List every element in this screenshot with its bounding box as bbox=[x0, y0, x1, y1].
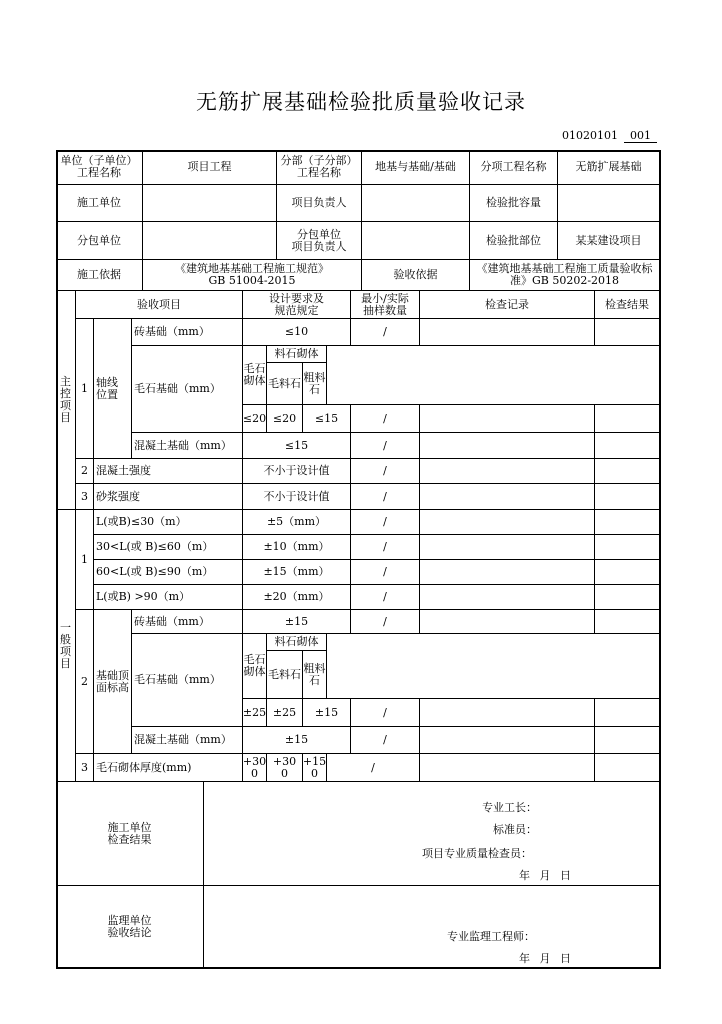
record-code bbox=[562, 129, 657, 143]
gen-stone-record[interactable] bbox=[420, 699, 595, 727]
length-range-4-tolerance: ±20（mm） bbox=[243, 585, 351, 610]
main-rubble-masonry: 毛石 砌体 bbox=[243, 346, 267, 405]
length-range-2-result[interactable] bbox=[595, 535, 660, 560]
construction-basis-value[interactable]: 《建筑地基基础工程施工规范》 GB 51004-2015 bbox=[143, 260, 362, 291]
contractor-value[interactable] bbox=[143, 185, 277, 222]
part-project-value[interactable]: 地基与基础/基础 bbox=[362, 150, 470, 185]
gen-stone-blank bbox=[327, 634, 660, 699]
part-project-label: 分部（子分部） 工程名称 bbox=[277, 150, 362, 185]
unit-project-label: 单位（子单位） 工程名称 bbox=[56, 150, 143, 185]
length-range-1-result[interactable] bbox=[595, 510, 660, 535]
gen-stone-sample[interactable]: / bbox=[351, 699, 420, 727]
length-range-3-record[interactable] bbox=[420, 560, 595, 585]
concrete-strength-requirement: 不小于设计值 bbox=[243, 459, 351, 484]
main-control-label: 主 控 项 目 bbox=[56, 291, 76, 510]
general-item-3-number: 3 bbox=[76, 754, 94, 782]
acceptance-basis-value[interactable]: 《建筑地基基础工程施工质量验收标 准》GB 50202-2018 bbox=[470, 260, 660, 291]
axis-position-label: 轴线 位置 bbox=[94, 319, 132, 459]
main-brick-record[interactable] bbox=[420, 319, 595, 346]
subcontractor-label: 分包单位 bbox=[56, 222, 143, 260]
length-range-1-sample[interactable]: / bbox=[351, 510, 420, 535]
supervision-area[interactable] bbox=[204, 886, 660, 968]
sub-item-label: 分项工程名称 bbox=[470, 150, 558, 185]
main-item-3-number: 3 bbox=[76, 484, 94, 510]
main-concrete-requirement: ≤15 bbox=[243, 433, 351, 459]
foreman-label: 专业工长： bbox=[482, 801, 537, 814]
length-range-2-sample[interactable]: / bbox=[351, 535, 420, 560]
gen-dressed-masonry: 料石砌体 bbox=[267, 634, 327, 651]
length-range-4-sample[interactable]: / bbox=[351, 585, 420, 610]
main-rubble-value: ≤20 bbox=[243, 405, 267, 433]
standard-officer-label: 标准员： bbox=[493, 823, 537, 836]
mortar-strength-record[interactable] bbox=[420, 484, 595, 510]
main-fine-stone: 粗料 石 bbox=[303, 363, 327, 405]
acceptance-basis-label: 验收依据 bbox=[362, 260, 470, 291]
length-range-1: L(或B)≤30（m） bbox=[94, 510, 243, 535]
gen-concrete-foundation: 混凝土基础（mm） bbox=[132, 727, 243, 754]
main-concrete-sample[interactable]: / bbox=[351, 433, 420, 459]
sub-item-value[interactable]: 无筋扩展基础 bbox=[558, 150, 660, 185]
gen-concrete-tolerance: ±15 bbox=[243, 727, 351, 754]
length-range-4-record[interactable] bbox=[420, 585, 595, 610]
code-label: 01020101 bbox=[562, 129, 618, 142]
concrete-strength-label: 混凝土强度 bbox=[94, 459, 243, 484]
main-coarse-stone: 毛料石 bbox=[267, 363, 303, 405]
concrete-strength-sample[interactable]: / bbox=[351, 459, 420, 484]
col-sample-count: 最小/实际 抽样数量 bbox=[351, 291, 420, 319]
concrete-strength-result[interactable] bbox=[595, 459, 660, 484]
length-range-3: 60<L(或 B)≤90（m） bbox=[94, 560, 243, 585]
supervising-engineer-label: 专业监理工程师： bbox=[447, 930, 535, 943]
contractor-check-label: 施工单位 检查结果 bbox=[56, 782, 204, 886]
mortar-strength-sample[interactable]: / bbox=[351, 484, 420, 510]
gen-brick-foundation: 砖基础（mm） bbox=[132, 610, 243, 634]
length-range-4: L(或B) >90（m） bbox=[94, 585, 243, 610]
gen-stone-result[interactable] bbox=[595, 699, 660, 727]
main-stone-foundation: 毛石基础（mm） bbox=[132, 346, 243, 433]
gen-fine-stone: 粗料 石 bbox=[303, 651, 327, 699]
main-brick-requirement: ≤10 bbox=[243, 319, 351, 346]
batch-capacity-label: 检验批容量 bbox=[470, 185, 558, 222]
length-range-2-record[interactable] bbox=[420, 535, 595, 560]
rubble-thickness-label: 毛石砌体厚度(mm) bbox=[94, 754, 243, 782]
main-stone-record[interactable] bbox=[420, 405, 595, 433]
subcontractor-value[interactable] bbox=[143, 222, 277, 260]
col-inspection-record: 检查记录 bbox=[420, 291, 595, 319]
main-item-2-number: 2 bbox=[76, 459, 94, 484]
acceptance-table bbox=[56, 150, 660, 968]
gen-brick-record[interactable] bbox=[420, 610, 595, 634]
general-item-1-number: 1 bbox=[76, 510, 94, 610]
length-range-3-tolerance: ±15（mm） bbox=[243, 560, 351, 585]
project-manager-value[interactable] bbox=[362, 185, 470, 222]
main-brick-foundation: 砖基础（mm） bbox=[132, 319, 243, 346]
main-fine-value: ≤15 bbox=[303, 405, 351, 433]
contractor-label: 施工单位 bbox=[56, 185, 143, 222]
col-acceptance-item: 验收项目 bbox=[76, 291, 243, 319]
top-elevation-label: 基础顶 面标高 bbox=[94, 610, 132, 754]
unit-project-value[interactable]: 项目工程 bbox=[143, 150, 277, 185]
main-concrete-record[interactable] bbox=[420, 433, 595, 459]
length-range-3-result[interactable] bbox=[595, 560, 660, 585]
main-stone-blank bbox=[327, 346, 660, 405]
length-range-1-tolerance: ±5（mm） bbox=[243, 510, 351, 535]
page-title: 无筋扩展基础检验批质量验收记录 bbox=[196, 90, 526, 114]
thickness-tolerance-2: +30 0 bbox=[267, 754, 303, 782]
project-manager-label: 项目负责人 bbox=[277, 185, 362, 222]
gen-rubble-value: ±25 bbox=[243, 699, 267, 727]
main-dressed-masonry: 料石砌体 bbox=[267, 346, 327, 363]
gen-concrete-sample[interactable]: / bbox=[351, 727, 420, 754]
mortar-strength-result[interactable] bbox=[595, 484, 660, 510]
code-number: 001 bbox=[624, 130, 657, 143]
sub-manager-value[interactable] bbox=[362, 222, 470, 260]
length-range-2: 30<L(或 B)≤60（m） bbox=[94, 535, 243, 560]
supervision-label: 监理单位 验收结论 bbox=[56, 886, 204, 968]
col-design-requirement: 设计要求及 规范规定 bbox=[243, 291, 351, 319]
main-coarse-value: ≤20 bbox=[267, 405, 303, 433]
thickness-sample[interactable]: / bbox=[327, 754, 420, 782]
gen-brick-sample[interactable]: / bbox=[351, 610, 420, 634]
thickness-result[interactable] bbox=[595, 754, 660, 782]
main-brick-sample[interactable]: / bbox=[351, 319, 420, 346]
col-inspection-result: 检查结果 bbox=[595, 291, 660, 319]
gen-concrete-result[interactable] bbox=[595, 727, 660, 754]
main-stone-sample[interactable]: / bbox=[351, 405, 420, 433]
main-concrete-foundation: 混凝土基础（mm） bbox=[132, 433, 243, 459]
gen-coarse-value: ±25 bbox=[267, 699, 303, 727]
main-stone-result[interactable] bbox=[595, 405, 660, 433]
contractor-check-area[interactable] bbox=[204, 782, 660, 886]
quality-inspector-label: 项目专业质量检查员： bbox=[422, 847, 532, 860]
thickness-tolerance-3: +15 0 bbox=[303, 754, 327, 782]
general-item-2-number: 2 bbox=[76, 610, 94, 754]
gen-brick-tolerance: ±15 bbox=[243, 610, 351, 634]
length-range-4-result[interactable] bbox=[595, 585, 660, 610]
construction-basis-label: 施工依据 bbox=[56, 260, 143, 291]
gen-brick-result[interactable] bbox=[595, 610, 660, 634]
batch-location-label: 检验批部位 bbox=[470, 222, 558, 260]
batch-location-value[interactable]: 某某建设项目 bbox=[558, 222, 660, 260]
mortar-strength-label: 砂浆强度 bbox=[94, 484, 243, 510]
gen-rubble-masonry: 毛石 砌体 bbox=[243, 634, 267, 699]
concrete-strength-record[interactable] bbox=[420, 459, 595, 484]
thickness-record[interactable] bbox=[420, 754, 595, 782]
main-concrete-result[interactable] bbox=[595, 433, 660, 459]
length-range-1-record[interactable] bbox=[420, 510, 595, 535]
mortar-strength-requirement: 不小于设计值 bbox=[243, 484, 351, 510]
batch-capacity-value[interactable] bbox=[558, 185, 660, 222]
main-item-1-number: 1 bbox=[76, 319, 94, 459]
length-range-2-tolerance: ±10（mm） bbox=[243, 535, 351, 560]
main-brick-result[interactable] bbox=[595, 319, 660, 346]
gen-stone-foundation: 毛石基础（mm） bbox=[132, 634, 243, 727]
thickness-tolerance-1: +30 0 bbox=[243, 754, 267, 782]
length-range-3-sample[interactable]: / bbox=[351, 560, 420, 585]
check-date: 年 月 日 bbox=[519, 869, 571, 882]
sub-manager-label: 分包单位 项目负责人 bbox=[277, 222, 362, 260]
gen-coarse-stone: 毛料石 bbox=[267, 651, 303, 699]
gen-concrete-record[interactable] bbox=[420, 727, 595, 754]
general-items-label: 一 般 项 目 bbox=[56, 510, 76, 782]
gen-fine-value: ±15 bbox=[303, 699, 351, 727]
supervision-date: 年 月 日 bbox=[519, 952, 571, 965]
